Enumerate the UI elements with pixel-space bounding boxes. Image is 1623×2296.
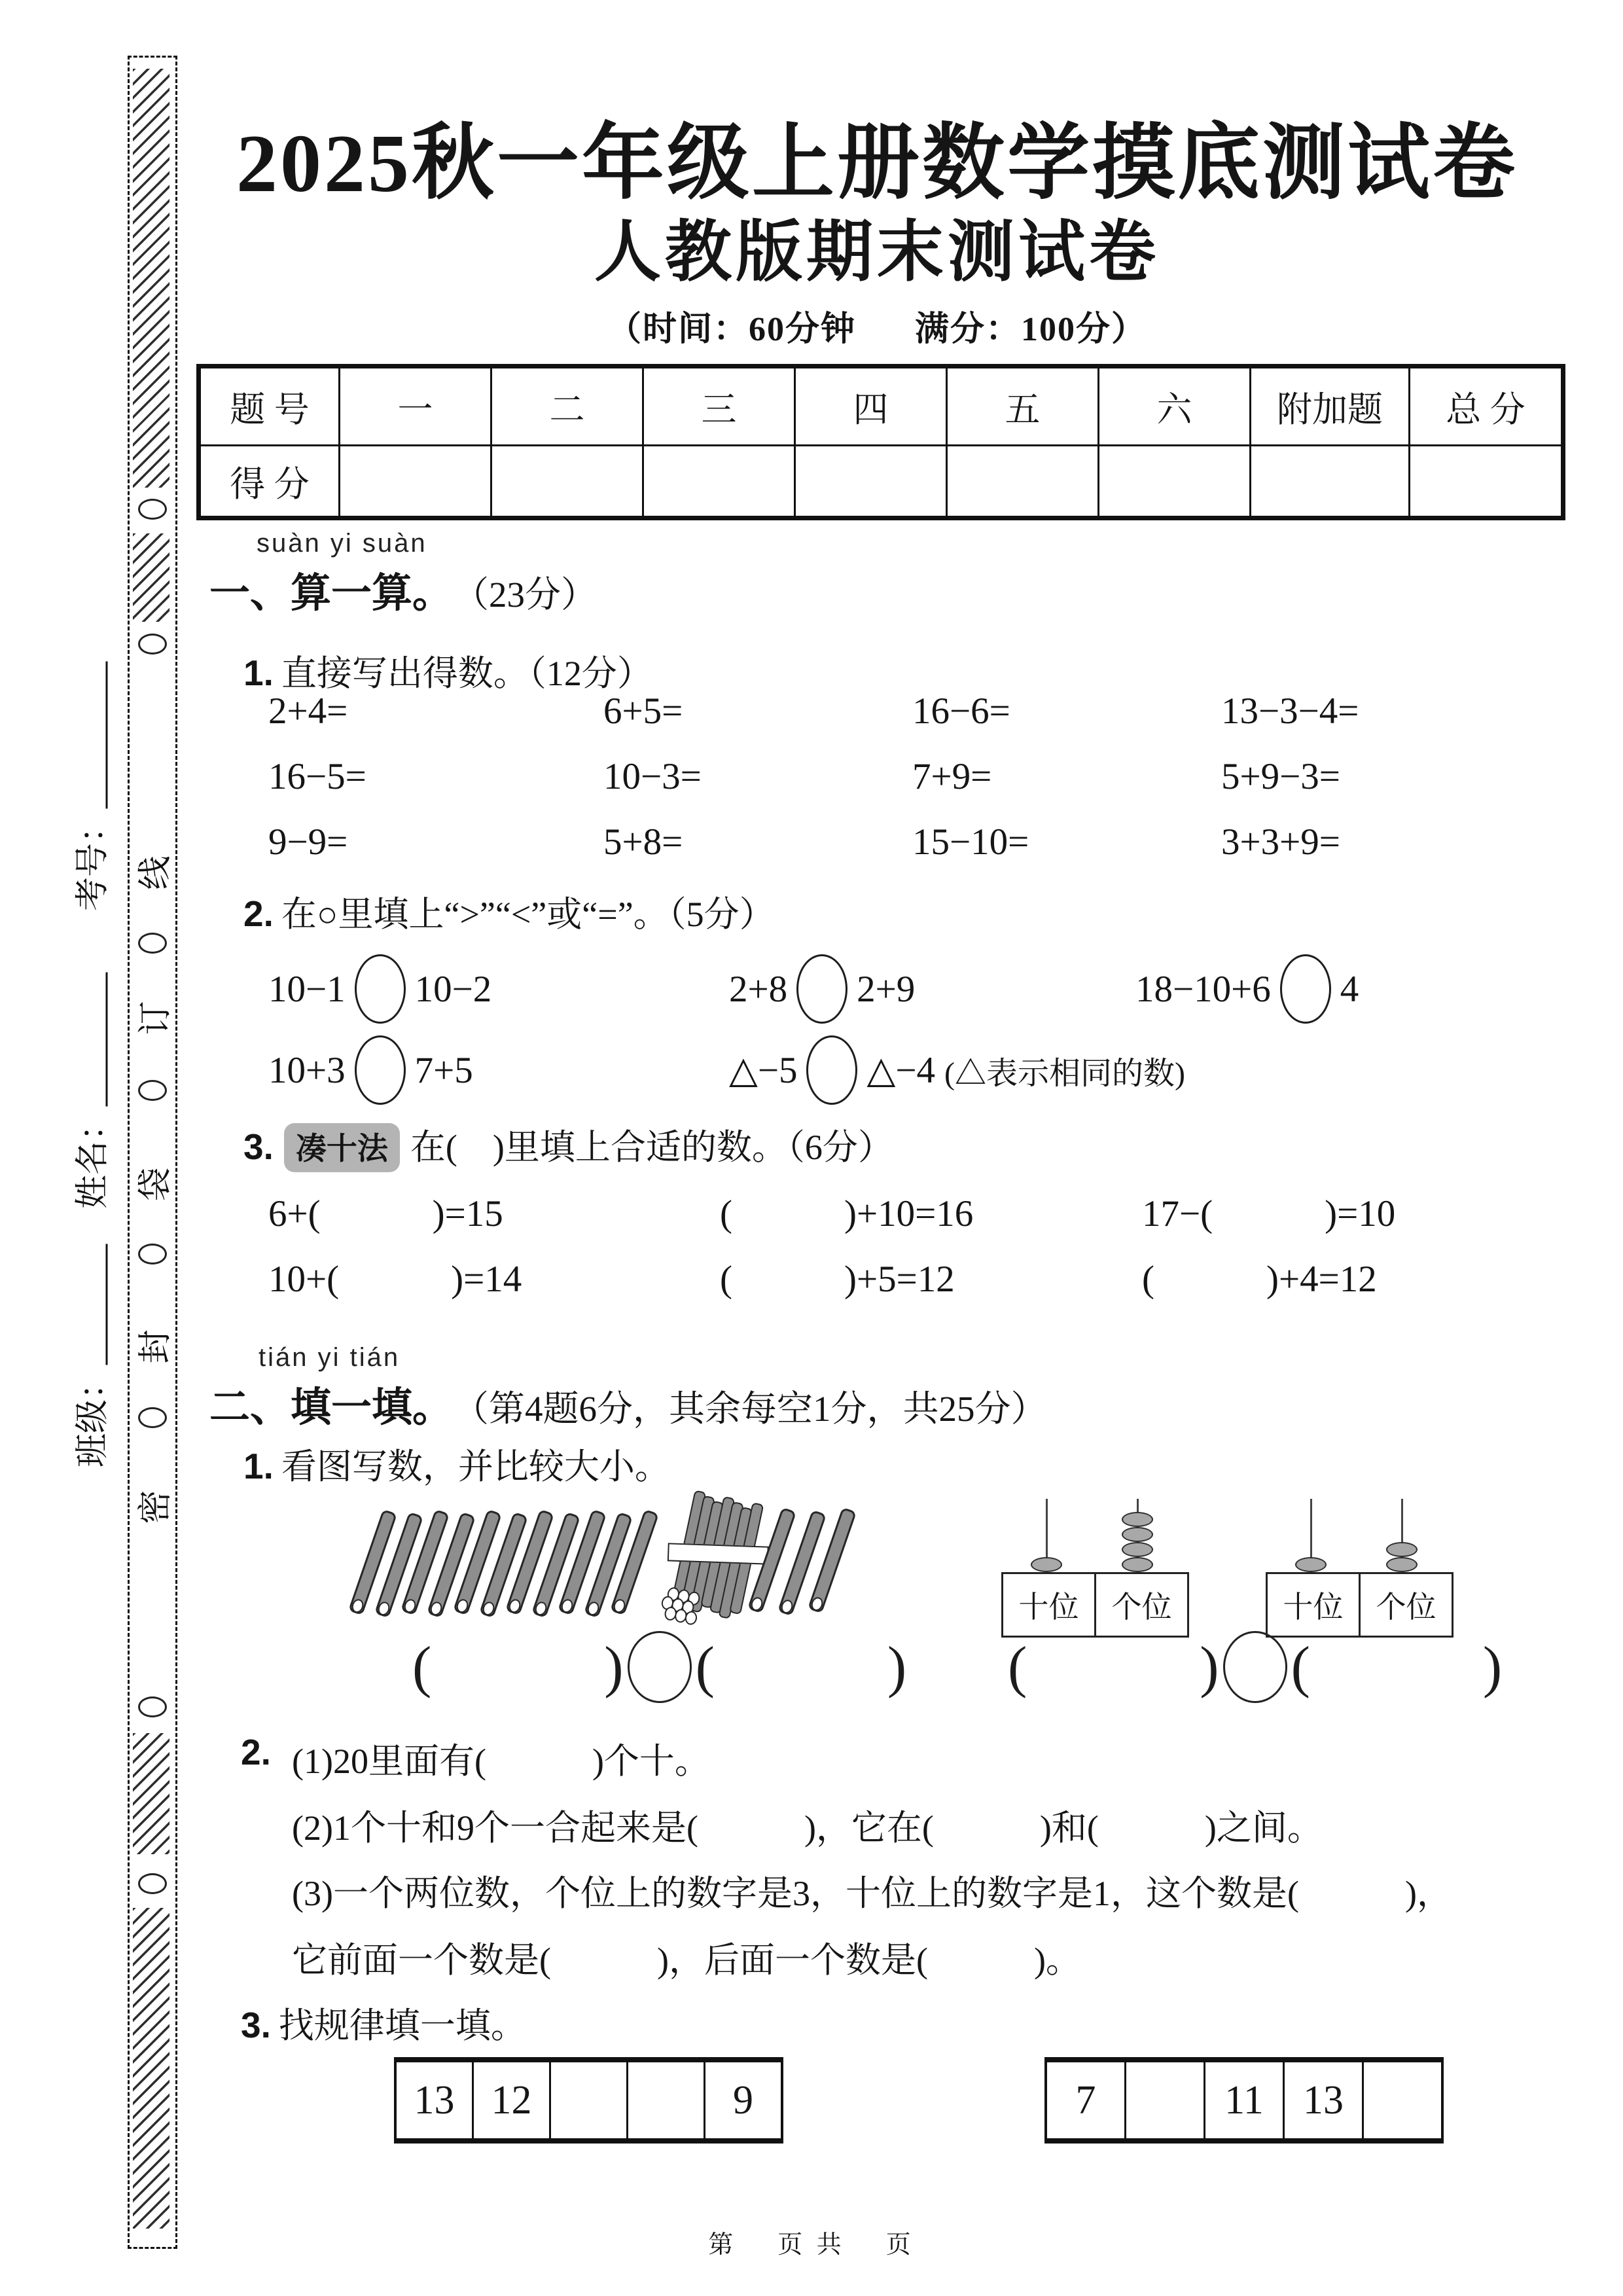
fill-blank-problem: 17−( )=10	[1142, 1193, 1396, 1234]
strip-cell: 9	[733, 2077, 753, 2123]
place-value-chart	[1266, 1572, 1454, 1638]
answer-blank: ( )	[412, 1635, 624, 1699]
compare-circle-blank	[796, 954, 847, 1024]
calc-problem: 2+4=	[268, 691, 348, 732]
score-header-cell: 一	[340, 367, 491, 446]
fill-line: (3)一个两位数，个位上的数字是3，十位上的数字是1，这个数是( )，	[292, 1874, 1452, 1913]
strip-cell	[551, 2062, 628, 2138]
score-table-score-row	[199, 446, 1563, 518]
hatch-marks	[133, 533, 169, 622]
ones-label: 个位	[1359, 1574, 1452, 1636]
section1-pinyin: suàn yi suàn	[257, 529, 427, 558]
seal-char: 订	[137, 1001, 175, 1035]
bundle-tie-ribbon	[668, 1543, 769, 1564]
number-pattern-strip	[394, 2057, 783, 2144]
seal-circle	[138, 1407, 167, 1428]
compare-circle-blank	[355, 1035, 406, 1105]
fill-blank-problem: ( )+4=12	[1142, 1259, 1377, 1300]
paper-subtitle: 人教版期末测试卷	[594, 216, 1160, 290]
score-header-cell: 总 分	[1410, 367, 1563, 446]
section1-score: （23分）	[453, 575, 597, 615]
abacus-bead	[1122, 1557, 1153, 1572]
compare-item: 18−10+6 4	[1135, 954, 1359, 1024]
compare-circle-blank	[1280, 954, 1331, 1024]
figure-compare-blanks	[412, 1631, 906, 1703]
s2-q3-stem: 3. 找规律填一填。	[241, 2005, 526, 2045]
score-table-header-row	[199, 367, 1563, 446]
abacus-bead	[1031, 1557, 1062, 1572]
loose-sticks-group	[365, 1509, 679, 1630]
calc-problem: 16−6=	[912, 691, 1010, 732]
seal-circle	[138, 499, 167, 520]
hatch-marks	[133, 1908, 169, 2229]
score-blank-cell	[795, 446, 947, 518]
strip-cell: 13	[397, 2062, 474, 2138]
calc-problem: 16−5=	[268, 756, 366, 797]
compare-item: 2+8 2+9	[729, 954, 915, 1024]
seal-circle	[138, 933, 167, 954]
calc-problem: 9−9=	[268, 821, 348, 863]
score-blank-cell	[1099, 446, 1251, 518]
answer-blank: ( )	[1291, 1635, 1503, 1699]
seal-char: 密	[137, 1490, 175, 1524]
score-blank-cell	[947, 446, 1099, 518]
score-header-cell: 题 号	[199, 367, 340, 446]
tens-label: 十位	[1018, 1590, 1079, 1624]
hatch-marks	[133, 1733, 169, 1854]
fill-blank-problem: 10+( )=14	[268, 1259, 522, 1300]
number-pattern-strip	[1044, 2057, 1444, 2144]
score-header-cell: 六	[1099, 367, 1251, 446]
paper-title: 2025秋一年级上册数学摸底测试卷	[236, 118, 1518, 209]
calc-problem: 10−3=	[603, 756, 702, 797]
figure-compare-blanks	[1008, 1631, 1502, 1703]
place-value-chart	[1001, 1572, 1189, 1638]
compare-item: 10−1 10−2	[268, 954, 491, 1024]
calc-problem: 15−10=	[912, 821, 1029, 863]
calc-problem: 6+5=	[603, 691, 683, 732]
method-badge: 凑十法	[284, 1123, 400, 1172]
seal-circle	[138, 1696, 167, 1717]
ones-label: 个位	[1094, 1574, 1187, 1636]
seal-circle	[138, 1873, 167, 1894]
score-header-cell: 附加题	[1251, 367, 1410, 446]
student-name-label: 姓名：	[65, 954, 114, 1229]
compare-circle-blank	[355, 954, 406, 1024]
fill-line: (1)20里面有( )个十。	[292, 1742, 710, 1781]
section2-title: 二、填一填。	[209, 1385, 454, 1430]
abacus-bead	[1122, 1527, 1153, 1542]
score-blank-cell	[643, 446, 795, 518]
student-name-blank	[80, 973, 108, 1107]
abacus-bead	[1386, 1542, 1418, 1557]
score-label-cell: 得 分	[199, 446, 340, 518]
strip-cell: 13	[1285, 2062, 1364, 2138]
answer-blank: ( )	[695, 1635, 907, 1699]
compare-circle-blank	[628, 1631, 692, 1703]
calc-problem: 3+3+9=	[1221, 821, 1340, 863]
compare-item: △−5 △−4 (△表示相同的数)	[729, 1035, 1185, 1105]
abacus-bead	[1386, 1557, 1418, 1572]
abacus-bead	[1122, 1542, 1153, 1557]
score-blank-cell	[1410, 446, 1563, 518]
tens-label: 十位	[1283, 1590, 1344, 1624]
exam-number-blank	[80, 662, 108, 809]
s1-q3-stem: 3. 凑十法 在( )里填上合适的数。（6分）	[243, 1119, 893, 1172]
s1-q1-stem: 1. 直接写出得数。（12分）	[243, 653, 652, 693]
fill-blank-problem: ( )+5=12	[720, 1259, 955, 1300]
triangle-note: (△表示相同的数)	[944, 1056, 1185, 1091]
section2-pinyin: tián yi tián	[259, 1343, 401, 1372]
strip-cell: 7	[1047, 2062, 1126, 2138]
fill-line: (2)1个十和9个一合起来是( )，它在( )和( )之间。	[292, 1808, 1323, 1848]
exam-number-label: 考号：	[65, 649, 114, 924]
fill-line: 它前面一个数是( )，后面一个数是( )。	[292, 1941, 1081, 1980]
calc-problem: 5+8=	[603, 821, 683, 863]
score-header-cell: 四	[795, 367, 947, 446]
page-footer: 第 页 共 页	[708, 2231, 915, 2259]
s2-q1-stem: 1. 看图写数，并比较大小。	[243, 1446, 670, 1486]
seal-char: 袋	[137, 1167, 175, 1202]
seal-circle	[138, 634, 167, 655]
strip-cell	[1364, 2062, 1441, 2138]
score-blank-cell	[340, 446, 491, 518]
fill-blank-problem: ( )+10=16	[720, 1193, 974, 1234]
s1-q2-stem: 2. 在○里填上“>”“<”或“=”。（5分）	[243, 893, 775, 934]
section2-heading	[209, 1374, 1047, 1433]
class-label: 班级：	[65, 1219, 114, 1494]
score-header-cell: 五	[947, 367, 1099, 446]
compare-item: 10+3 7+5	[268, 1035, 473, 1105]
strip-cell: 12	[474, 2062, 551, 2138]
extra-sticks-group	[764, 1507, 876, 1628]
strip-cell	[1126, 2062, 1205, 2138]
fill-blank-problem: 6+( )=15	[268, 1193, 503, 1234]
strip-cell	[628, 2062, 705, 2138]
compare-circle-blank	[1223, 1631, 1287, 1703]
strip-cell: 11	[1205, 2062, 1285, 2138]
score-table	[196, 364, 1565, 520]
seal-circle	[138, 1080, 167, 1101]
time-and-score-line: （时间：60分钟 满分：100分）	[607, 311, 1147, 348]
class-blank	[80, 1244, 108, 1365]
compare-circle-blank	[806, 1035, 857, 1105]
score-blank-cell	[491, 446, 643, 518]
s2-q2-number: 2.	[241, 1732, 271, 1772]
calc-problem: 7+9=	[912, 756, 992, 797]
answer-blank: ( )	[1008, 1635, 1219, 1699]
score-blank-cell	[1251, 446, 1410, 518]
score-header-cell: 三	[643, 367, 795, 446]
score-header-cell: 二	[491, 367, 643, 446]
abacus-bead	[1122, 1512, 1153, 1527]
calc-problem: 5+9−3=	[1221, 756, 1340, 797]
section1-title: 一、算一算。	[209, 571, 454, 616]
section2-score: （第4题6分，其余每空1分，共25分）	[453, 1389, 1047, 1429]
seal-circle	[138, 1244, 167, 1265]
seal-char: 线	[137, 855, 175, 890]
abacus-bead	[1295, 1557, 1327, 1572]
section1-heading	[209, 560, 597, 619]
seal-char: 封	[137, 1329, 175, 1364]
calc-problem: 13−3−4=	[1221, 691, 1359, 732]
